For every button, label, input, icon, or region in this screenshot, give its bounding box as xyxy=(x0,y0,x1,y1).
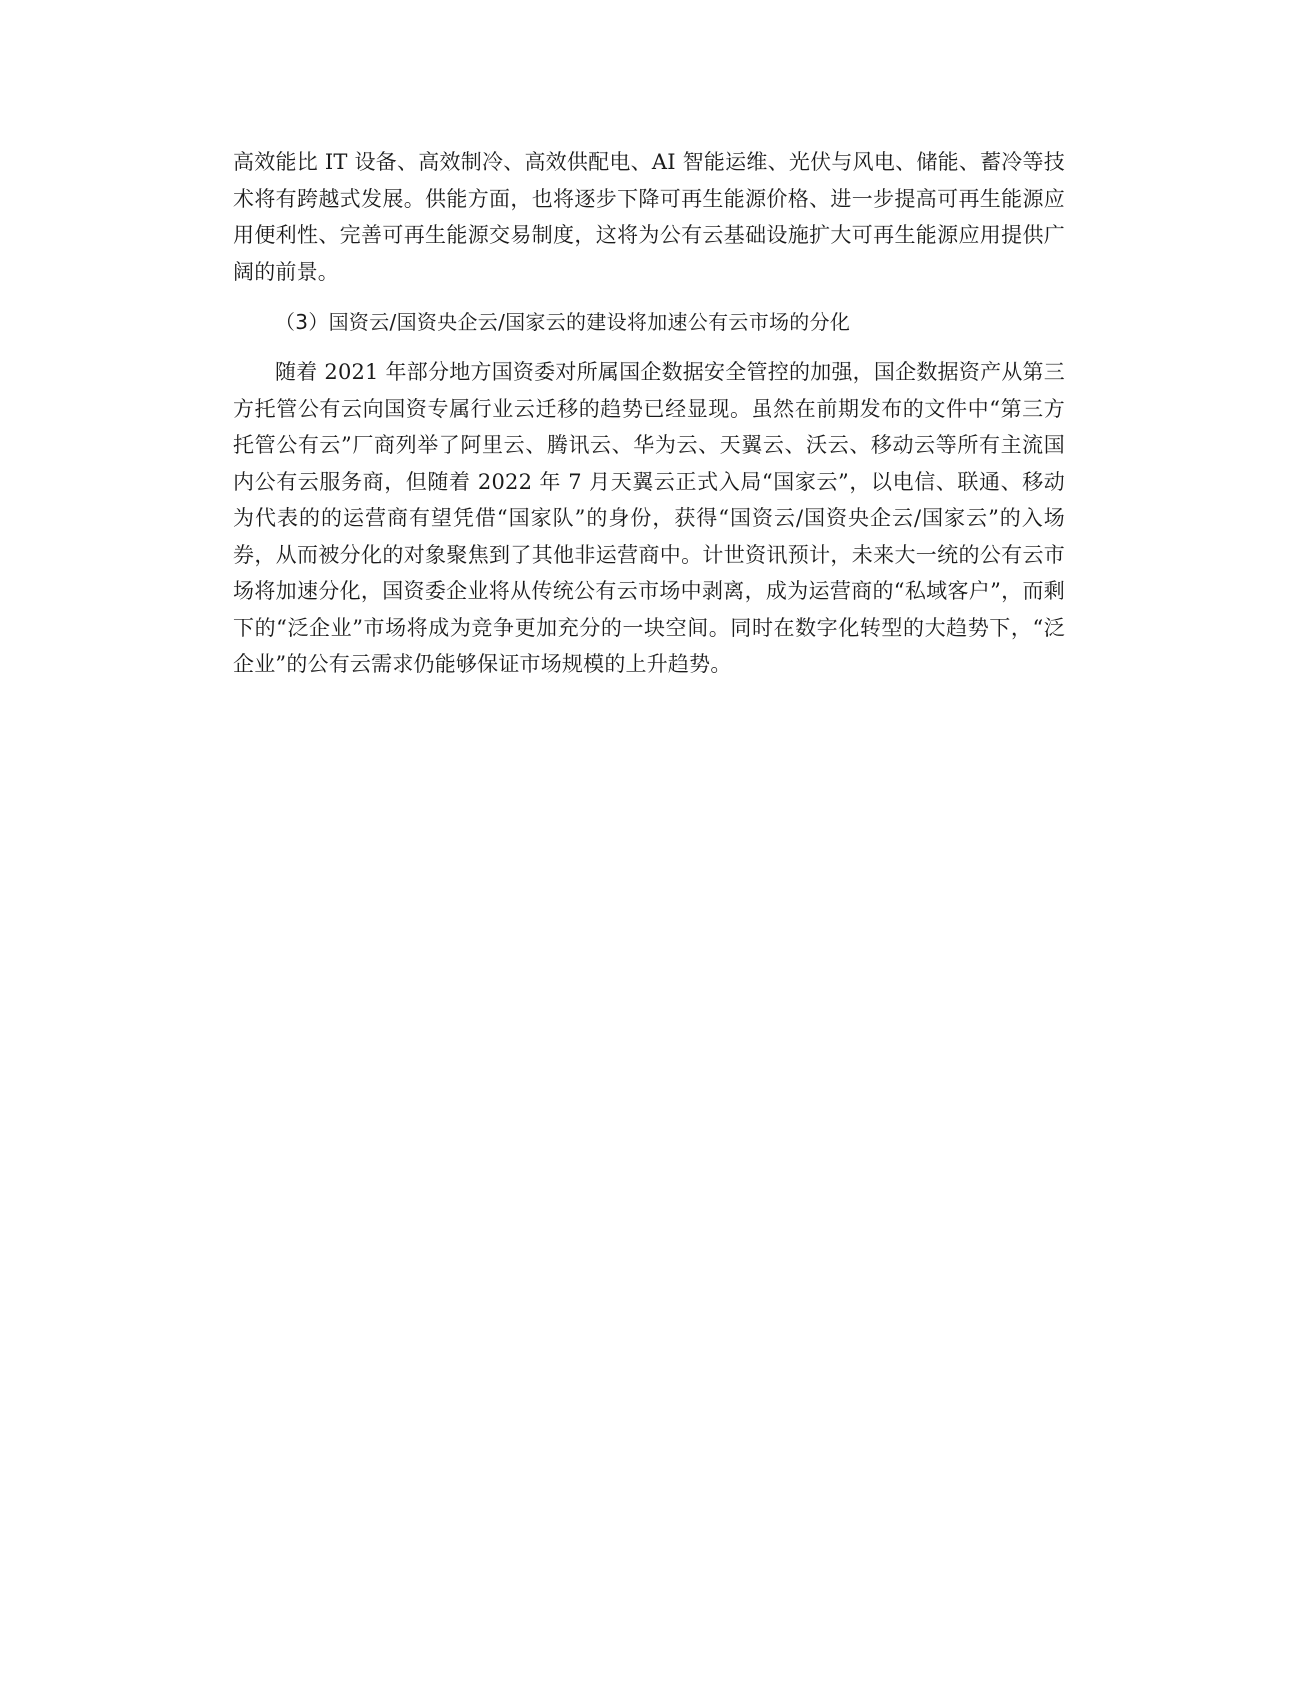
section-heading: （3）国资云/国资央企云/国家云的建设将加速公有云市场的分化 xyxy=(275,310,851,334)
paragraph-continued: 高效能比 IT 设备、高效制冷、高效供配电、AI 智能运维、光伏与风电、储能、蓄冷等技术将有跨越式发展。供能方面，也将逐步下降可再生能源价格、进一步提高可再生能源应用便利性、完善可再生能源交易制度，这将为公有云基础设施扩大可再生能源应用提供广阔的前景。 xyxy=(233,150,1065,284)
paragraph-main: 随着 2021 年部分地方国资委对所属国企数据安全管控的加强，国企数据资产从第三方托管公有云向国资专属行业云迁移的趋势已经显现。虽然在前期发布的文件中“第三方托管公有云”厂商列举了阿里云、腾讯云、华为云、天翼云、沃云、移动云等所有主流国内公有云服务商，但随着 2022 年 7 月天翼云正式入局“国家云”，以电信、联通、移动为代表的的运营商有望凭借“国家队”的身份，获得“国资云/国资央企云/国家云”的入场券，从而被分化的对象聚焦到了其他非运营商中。计世资讯预计，未来大一统的公有云市场将加速分化，国资委企业将从传统公有云市场中剥离，成为运营商的“私域客户”，而剩下的“泛企业”市场将成为竞争更加充分的一块空间。同时在数字化转型的大趋势下，“泛企业”的公有云需求仍能够保证市场规模的上升趋势。 xyxy=(233,360,1065,676)
document-body xyxy=(233,144,1065,683)
